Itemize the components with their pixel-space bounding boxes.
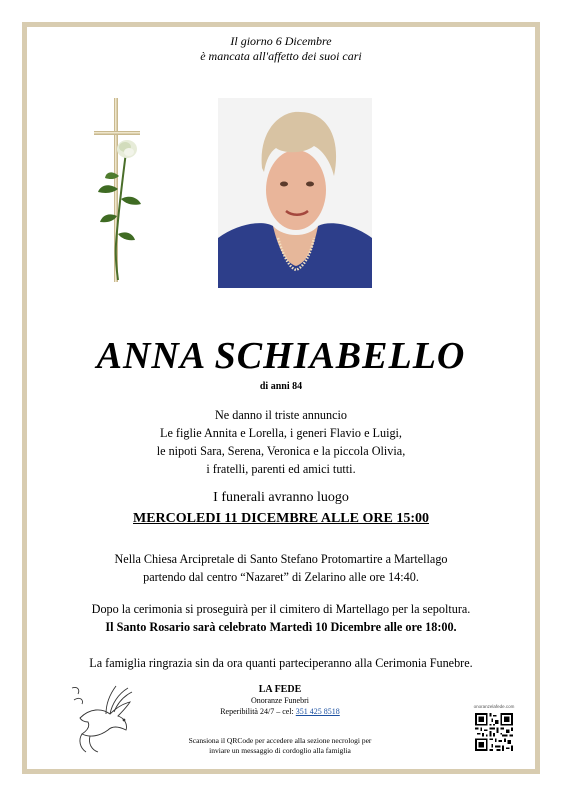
announcement-line: Ne danno il triste annuncio <box>215 408 347 422</box>
qr-note <box>160 736 400 756</box>
after-ceremony-block <box>0 600 562 636</box>
intro-line-1: Il giorno 6 Dicembre <box>230 34 332 48</box>
agency-availability: Reperibilità 24/7 – cel: <box>220 707 294 716</box>
agency-phone-link[interactable]: 351 425 8518 <box>295 707 340 716</box>
announcement-line: Le figlie Annita e Lorella, i generi Flavio e Luigi, <box>160 426 402 440</box>
cross-with-rose-icon <box>88 94 146 286</box>
agency-info <box>180 684 380 717</box>
deceased-name: ANNA SCHIABELLO <box>96 335 466 377</box>
church-line: Nella Chiesa Arcipretale di Santo Stefano Protomartire a Martellago <box>114 552 448 566</box>
intro-text <box>0 34 562 64</box>
thanks-line: La famiglia ringrazia sin da ora quanti parteciperanno alla Cerimonia Funebre. <box>89 656 473 670</box>
announcement-line: le nipoti Sara, Serena, Veronica e la piccola Olivia, <box>156 444 406 458</box>
church-line: partendo dal centro “Nazaret” di Zelarino alle ore 14:40. <box>143 570 419 584</box>
qr-label: onoranzelafede.com <box>473 704 515 709</box>
church-block <box>0 550 562 586</box>
agency-contact <box>180 706 380 717</box>
announcement-line: i fratelli, parenti ed amici tutti. <box>206 462 356 476</box>
intro-line-2: è mancata all'affetto dei suoi cari <box>200 49 362 63</box>
qr-note-line: inviare un messaggio di cordoglio alla famiglia <box>209 746 351 755</box>
portrait-photo <box>218 98 372 288</box>
qr-code-icon[interactable] <box>475 713 513 751</box>
dove-icon <box>70 678 142 754</box>
deceased-age: di anni 84 <box>259 381 303 392</box>
burial-line: Dopo la cerimonia si proseguirà per il cimitero di Martellago per la sepoltura. <box>91 602 471 616</box>
announcement-block <box>0 406 562 478</box>
agency-subtitle: Onoranze Funebri <box>251 696 309 705</box>
funeral-date: MERCOLEDI 11 DICEMBRE ALLE ORE 15:00 <box>133 511 429 526</box>
rosary-line: Il Santo Rosario sarà celebrato Martedì 10 Dicembre alle ore 18:00. <box>105 620 457 634</box>
agency-name: LA FEDE <box>258 684 302 695</box>
funeral-intro: I funerali avranno luogo <box>213 490 349 505</box>
qr-note-line: Scansiona il QRCode per accedere alla sezione necrologi per <box>188 736 372 745</box>
